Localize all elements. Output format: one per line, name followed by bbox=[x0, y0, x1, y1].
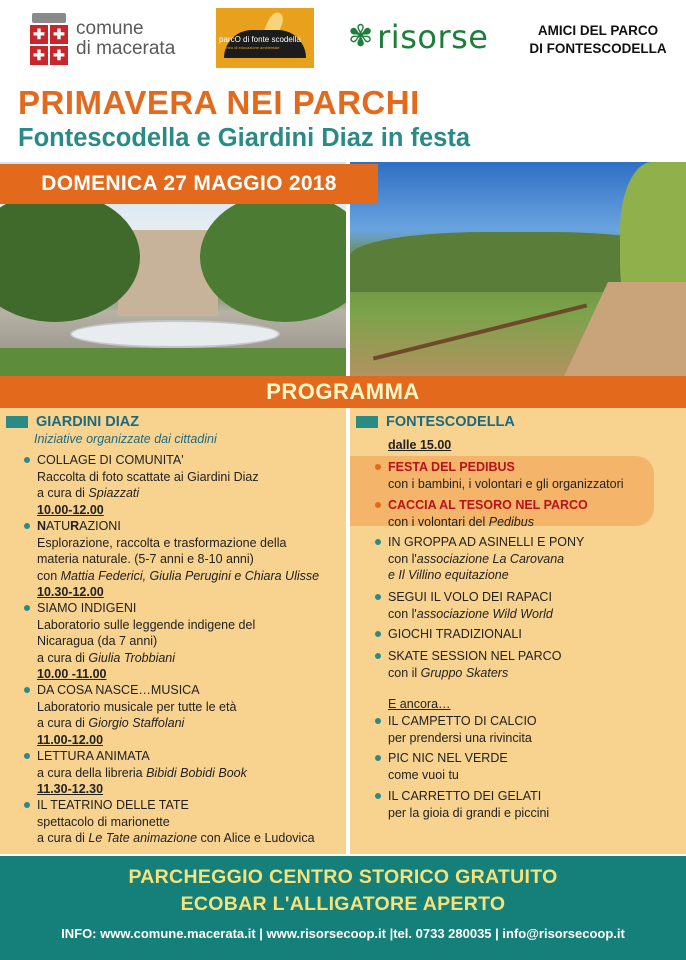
item-credit: associazione La Carovana bbox=[416, 551, 565, 566]
programma-label: PROGRAMMA bbox=[266, 379, 420, 404]
item-time: 11.30-12.30 bbox=[37, 782, 104, 796]
list-item bbox=[388, 788, 549, 821]
bullet-icon bbox=[375, 755, 381, 761]
bullet-icon bbox=[24, 802, 30, 808]
item-time: dalle 15.00 bbox=[388, 438, 452, 452]
list-item bbox=[388, 713, 537, 746]
list-item bbox=[37, 797, 315, 847]
list-item bbox=[388, 589, 553, 622]
comune-logo bbox=[30, 10, 190, 68]
item-name: COLLAGE DI COMUNITA' bbox=[37, 453, 184, 467]
item-name: R bbox=[70, 519, 80, 533]
page-subtitle: Fontescodella e Giardini Diaz in festa bbox=[18, 124, 471, 152]
section-marker-icon bbox=[356, 416, 378, 428]
item-name: CACCIA AL TESORO NEL PARCO bbox=[388, 498, 588, 512]
bullet-icon bbox=[24, 687, 30, 693]
item-credit: Mattia Federici, Giulia Perugini e Chiara Ulisse bbox=[60, 568, 320, 583]
item-line: con il bbox=[388, 665, 421, 680]
amici-line2: DI FONTESCODELLA bbox=[529, 41, 667, 56]
bullet-icon bbox=[375, 502, 381, 508]
bullet-icon bbox=[24, 457, 30, 463]
highlight-strip bbox=[350, 456, 362, 526]
item-line: Laboratorio sulle leggende indigene del bbox=[37, 617, 256, 632]
item-line: a cura di bbox=[37, 831, 89, 845]
list-item bbox=[388, 497, 588, 530]
item-line: con bbox=[37, 568, 61, 583]
footer-info: INFO: www.comune.macerata.it | www.risorsecoop.it |tel. 0733 280035 | info@risorsecoop.it bbox=[61, 926, 625, 941]
bullet-icon bbox=[375, 718, 381, 724]
list-item bbox=[37, 682, 236, 748]
list-item bbox=[388, 626, 522, 643]
giardini-diaz-heading bbox=[6, 414, 139, 430]
date-banner: DOMENICA 27 MAGGIO 2018 bbox=[0, 164, 378, 204]
bullet-icon bbox=[24, 753, 30, 759]
item-line: con i volontari del bbox=[388, 514, 489, 529]
comune-line2: di macerata bbox=[76, 38, 176, 59]
item-credit: Bibidi Bobidi Book bbox=[146, 765, 247, 780]
bullet-icon bbox=[24, 523, 30, 529]
bullet-icon bbox=[375, 653, 381, 659]
item-line: con i bambini, i volontari e gli organizzatori bbox=[388, 476, 624, 491]
item-name: FESTA DEL PEDIBUS bbox=[388, 460, 515, 474]
item-credit: associazione Wild World bbox=[416, 606, 553, 621]
item-credit: Giulia Trobbiani bbox=[88, 650, 176, 665]
item-credit: Pedibus bbox=[488, 514, 534, 529]
list-item bbox=[388, 750, 508, 783]
parco-fontescodella-logo bbox=[216, 8, 314, 68]
item-name: DA COSA NASCE…MUSICA bbox=[37, 683, 200, 697]
risorse-figure-icon: ✾ bbox=[348, 20, 374, 53]
section-marker-icon bbox=[6, 416, 28, 428]
item-name: SEGUI IL VOLO DEI RAPACI bbox=[388, 590, 552, 604]
list-item bbox=[37, 518, 319, 601]
footer-parcheggio: PARCHEGGIO CENTRO STORICO GRATUITO bbox=[128, 866, 558, 888]
risorse-logo-text: risorse bbox=[377, 18, 489, 56]
item-line: con l' bbox=[388, 606, 417, 621]
giardini-diaz-column bbox=[0, 408, 346, 854]
item-name: N bbox=[37, 519, 47, 533]
item-credit: Le Tate animazione bbox=[88, 831, 198, 845]
giardini-diaz-title: GIARDINI DIAZ bbox=[36, 414, 140, 430]
giardini-diaz-subheading: Iniziative organizzate dai cittadini bbox=[34, 432, 217, 446]
item-line: a cura di bbox=[37, 716, 89, 730]
item-time: 11.00-12.00 bbox=[37, 732, 104, 747]
item-line: come vuoi tu bbox=[388, 767, 459, 782]
item-credit: Gruppo Skaters bbox=[420, 665, 509, 680]
item-credit: Spiazzati bbox=[88, 486, 140, 500]
page-title: PRIMAVERA NEI PARCHI bbox=[18, 84, 420, 121]
list-item bbox=[388, 534, 584, 584]
fontescodella-photo bbox=[350, 162, 686, 376]
item-line: materia naturale. (5-7 anni e 8-10 anni) bbox=[37, 552, 254, 566]
bullet-icon bbox=[375, 631, 381, 637]
list-item bbox=[37, 748, 247, 798]
item-credit: Giorgio Staffolani bbox=[88, 716, 185, 730]
item-line: con l' bbox=[388, 551, 417, 566]
item-line: per la gioia di grandi e piccini bbox=[388, 805, 550, 820]
item-name: IN GROPPA AD ASINELLI E PONY bbox=[388, 535, 585, 549]
list-item bbox=[388, 459, 624, 492]
risorse-logo bbox=[348, 18, 488, 56]
list-item bbox=[37, 600, 255, 683]
bullet-icon bbox=[375, 539, 381, 545]
item-name: IL TEATRINO DELLE TATE bbox=[37, 798, 189, 812]
item-line: Esplorazione, raccolta e trasformazione della bbox=[37, 535, 287, 550]
list-item bbox=[37, 452, 259, 518]
bullet-icon bbox=[375, 594, 381, 600]
item-time: 10.30-12.00 bbox=[37, 585, 104, 599]
item-name: AZIONI bbox=[79, 519, 121, 533]
comune-crest-icon: ✚ ✚ ✚ ✚ bbox=[30, 13, 68, 65]
comune-line1: comune bbox=[76, 18, 144, 39]
item-line: Nicaragua (da 7 anni) bbox=[37, 634, 158, 648]
item-name: SIAMO INDIGENI bbox=[37, 601, 137, 615]
item-line: a cura di bbox=[37, 486, 89, 500]
e-ancora-label: E ancora… bbox=[388, 697, 451, 711]
fontescodella-heading bbox=[356, 414, 515, 430]
bullet-icon bbox=[24, 605, 30, 611]
item-line: per prendersi una rivincita bbox=[388, 730, 532, 745]
item-line: con Alice e Ludovica bbox=[197, 831, 315, 845]
item-name: LETTURA ANIMATA bbox=[37, 749, 150, 763]
item-line: a cura della libreria bbox=[37, 765, 147, 780]
item-name: ATU bbox=[46, 519, 71, 533]
item-time: 10.00 -11.00 bbox=[37, 667, 107, 681]
item-name: SKATE SESSION NEL PARCO bbox=[388, 649, 562, 663]
amici-del-parco bbox=[528, 22, 668, 58]
parco-logo-subtext: centro di educazione ambientale bbox=[222, 45, 280, 50]
item-name: PIC NIC NEL VERDE bbox=[388, 751, 508, 765]
fontescodella-time bbox=[388, 437, 451, 454]
item-line: Laboratorio musicale per tutte le età bbox=[37, 699, 237, 714]
bullet-icon bbox=[375, 793, 381, 799]
item-time: 10.00-12.00 bbox=[37, 502, 104, 517]
item-line: spettacolo di marionette bbox=[37, 814, 170, 829]
item-line: a cura di bbox=[37, 650, 89, 665]
list-item bbox=[388, 648, 561, 681]
item-credit: e Il Villino equitazione bbox=[388, 568, 509, 582]
item-name: GIOCHI TRADIZIONALI bbox=[388, 627, 522, 641]
item-name: IL CARRETTO DEI GELATI bbox=[388, 789, 542, 803]
parco-logo-text: parcO di fonte scodella bbox=[219, 35, 301, 44]
item-line: Raccolta di foto scattate ai Giardini Diaz bbox=[37, 469, 259, 484]
fontescodella-title: FONTESCODELLA bbox=[386, 414, 515, 430]
item-name: IL CAMPETTO DI CALCIO bbox=[388, 714, 537, 728]
bullet-icon bbox=[375, 464, 381, 470]
footer-ecobar: ECOBAR L'ALLIGATORE APERTO bbox=[180, 893, 506, 915]
amici-line1: AMICI DEL PARCO bbox=[537, 23, 659, 38]
